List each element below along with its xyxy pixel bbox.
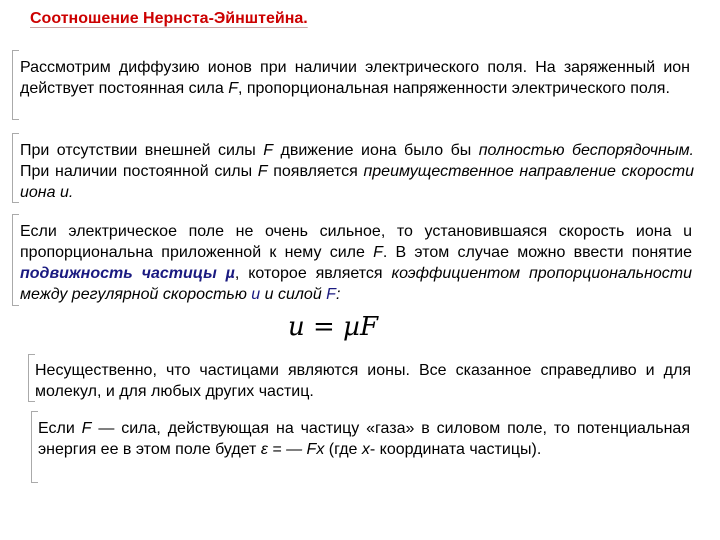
paragraph-particles: Несущественно, что частицами являются ионы. Все сказанное справедливо и для молекул, и для любых других частиц. <box>35 362 691 400</box>
force-symbol: F <box>228 80 238 97</box>
force-symbol: F <box>81 420 92 437</box>
text: движение иона было бы <box>273 142 479 159</box>
coordinate-symbol: x <box>361 441 370 458</box>
force-symbol: F <box>326 286 336 303</box>
force-symbol: F <box>257 163 268 180</box>
colon: : <box>335 286 341 303</box>
paragraph-bracket <box>31 411 38 483</box>
page-title: Соотношение Нернста-Эйнштейна. <box>30 10 308 27</box>
paragraph-bracket <box>12 214 19 306</box>
velocity-symbol: u <box>246 286 265 303</box>
paragraph-bracket <box>12 50 19 120</box>
paragraph-potential-energy <box>38 418 690 460</box>
text: Если <box>38 420 82 437</box>
italic-text: и силой <box>264 286 327 303</box>
text: появляется <box>267 163 364 180</box>
paragraph-bracket <box>28 354 35 402</box>
text: При наличии постоянной силы <box>20 163 258 180</box>
text: . В этом случае можно ввести понятие <box>382 244 693 261</box>
text: Если электрическое поле не очень сильное, то установившаяся скорость иона u пропорциональна приложенной к нему силе <box>20 223 692 261</box>
text: , пропорциональная напряженности электрического поля. <box>237 80 670 97</box>
energy-equation: ε = — Fx <box>260 441 325 458</box>
text: (где <box>324 441 362 458</box>
text: При отсутствии внешней силы <box>20 142 264 159</box>
paragraph-bracket <box>12 133 19 203</box>
paragraph-diffusion <box>20 57 690 99</box>
mobility-term: подвижность частицы µ <box>20 265 235 282</box>
text: — сила, действующая на частицу «газа» в силовом поле, то потенциальная энергия ее в этом поле будет <box>38 420 690 458</box>
italic-text: преимущественное направление скорости иона u. <box>20 163 695 201</box>
text: Рассмотрим диффузию ионов при наличии электрического поля. На заряженный ион действует постоянная сила <box>20 59 690 97</box>
paragraph-mobility <box>20 221 692 305</box>
force-symbol: F <box>373 244 383 261</box>
force-symbol: F <box>263 142 274 159</box>
italic-text: коэффициентом пропорциональности между регулярной скоростью <box>20 265 693 303</box>
paragraph-no-force <box>20 140 694 203</box>
text: , которое является <box>234 265 392 282</box>
text: - координата частицы). <box>369 441 542 458</box>
mobility-formula: u = µF <box>288 312 378 342</box>
italic-text: полностью беспорядочным. <box>478 142 694 159</box>
